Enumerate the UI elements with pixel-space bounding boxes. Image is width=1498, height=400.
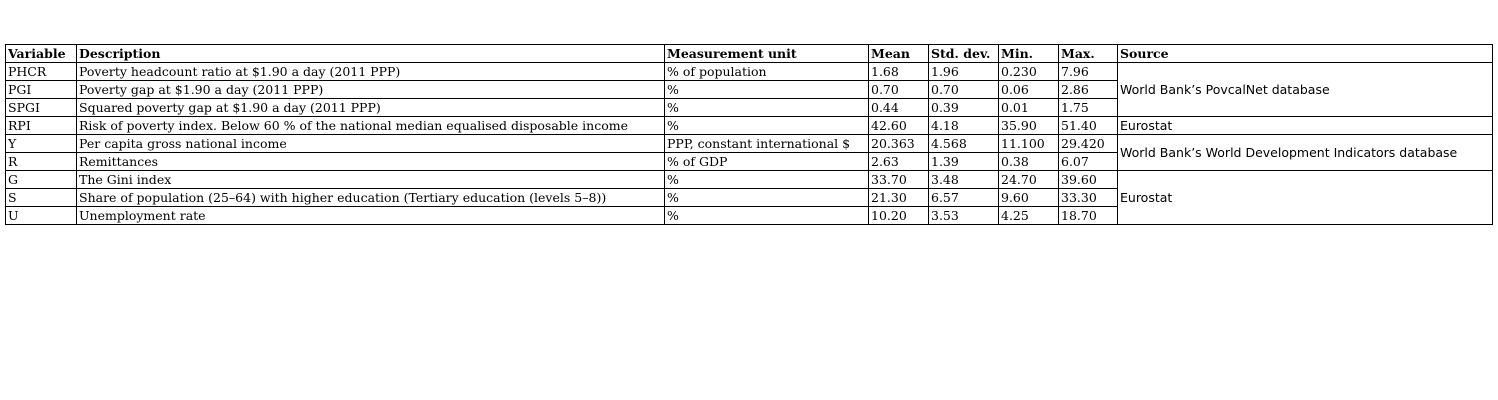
header-max: Max. [1059,45,1118,63]
cell-min: 0.38 [999,153,1059,171]
cell-max: 29.420 [1059,135,1118,153]
cell-description: Remittances [77,153,665,171]
cell-description: Unemployment rate [77,207,665,225]
header-source: Source [1118,45,1493,63]
cell-variable: R [6,153,77,171]
cell-variable: RPI [6,117,77,135]
cell-description: Per capita gross national income [77,135,665,153]
cell-min: 24.70 [999,171,1059,189]
cell-variable: PHCR [6,63,77,81]
cell-source: World Bank’s World Development Indicators database [1118,135,1493,171]
cell-variable: G [6,171,77,189]
cell-std-dev: 1.96 [929,63,999,81]
cell-description: Squared poverty gap at $1.90 a day (2011 PPP) [77,99,665,117]
variables-table [5,44,1493,225]
cell-std-dev: 3.53 [929,207,999,225]
cell-unit: % [665,99,869,117]
cell-min: 35.90 [999,117,1059,135]
cell-unit: % [665,189,869,207]
cell-unit: % [665,207,869,225]
cell-description: Share of population (25–64) with higher education (Tertiary education (levels 5–8)) [77,189,665,207]
cell-description: Risk of poverty index. Below 60 % of the national median equalised disposable income [77,117,665,135]
cell-max: 51.40 [1059,117,1118,135]
header-std-dev: Std. dev. [929,45,999,63]
cell-unit: PPP, constant international $ [665,135,869,153]
cell-std-dev: 3.48 [929,171,999,189]
table-row [6,117,1493,135]
header-mean: Mean [869,45,929,63]
cell-variable: U [6,207,77,225]
cell-variable: S [6,189,77,207]
cell-variable: PGI [6,81,77,99]
cell-variable: SPGI [6,99,77,117]
cell-mean: 33.70 [869,171,929,189]
cell-unit: % [665,117,869,135]
cell-std-dev: 4.18 [929,117,999,135]
cell-std-dev: 4.568 [929,135,999,153]
cell-min: 0.230 [999,63,1059,81]
cell-description: Poverty headcount ratio at $1.90 a day (2011 PPP) [77,63,665,81]
cell-min: 0.01 [999,99,1059,117]
cell-mean: 1.68 [869,63,929,81]
cell-min: 9.60 [999,189,1059,207]
header-measurement-unit: Measurement unit [665,45,869,63]
header-variable: Variable [6,45,77,63]
cell-unit: % [665,171,869,189]
header-description: Description [77,45,665,63]
cell-min: 4.25 [999,207,1059,225]
cell-unit: % of population [665,63,869,81]
cell-mean: 0.44 [869,99,929,117]
cell-mean: 2.63 [869,153,929,171]
cell-max: 18.70 [1059,207,1118,225]
cell-std-dev: 1.39 [929,153,999,171]
cell-mean: 42.60 [869,117,929,135]
cell-mean: 0.70 [869,81,929,99]
cell-std-dev: 0.70 [929,81,999,99]
cell-min: 0.06 [999,81,1059,99]
cell-max: 1.75 [1059,99,1118,117]
table-row [6,171,1493,189]
cell-description: Poverty gap at $1.90 a day (2011 PPP) [77,81,665,99]
cell-unit: % of GDP [665,153,869,171]
table-header-row [6,45,1493,63]
table-row [6,63,1493,81]
cell-max: 7.96 [1059,63,1118,81]
cell-description: The Gini index [77,171,665,189]
cell-max: 6.07 [1059,153,1118,171]
cell-std-dev: 6.57 [929,189,999,207]
cell-mean: 21.30 [869,189,929,207]
cell-variable: Y [6,135,77,153]
cell-mean: 20.363 [869,135,929,153]
cell-min: 11.100 [999,135,1059,153]
cell-source: World Bank’s PovcalNet database [1118,63,1493,117]
cell-std-dev: 0.39 [929,99,999,117]
header-min: Min. [999,45,1059,63]
cell-mean: 10.20 [869,207,929,225]
cell-source: Eurostat [1118,117,1493,135]
cell-max: 39.60 [1059,171,1118,189]
cell-source: Eurostat [1118,171,1493,225]
cell-max: 33.30 [1059,189,1118,207]
cell-unit: % [665,81,869,99]
table-row [6,135,1493,153]
cell-max: 2.86 [1059,81,1118,99]
